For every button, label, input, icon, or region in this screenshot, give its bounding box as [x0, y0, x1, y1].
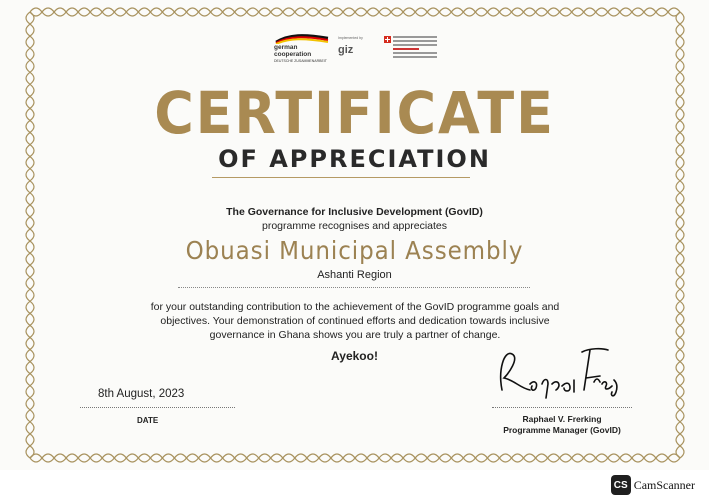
intro-line-2: programme recognises and appreciates — [261, 220, 448, 232]
german-cooperation-text: german cooperation DEUTSCHE ZUSAMMENARBEIT — [274, 44, 327, 63]
title-divider — [212, 177, 470, 178]
intro-text — [0, 205, 709, 233]
certificate-subtitle: OF APPRECIATION — [218, 145, 491, 173]
handwritten-signature — [490, 340, 630, 400]
swiss-logo-text-lines — [393, 36, 437, 60]
closing-text: Ayekoo! — [331, 349, 378, 363]
body-line-2: objectives. Your demonstration of continued efforts and dedication towards inclusive — [160, 315, 550, 327]
camscanner-text: CamScanner — [633, 477, 695, 492]
recipient-name: Obuasi Municipal Assembly — [185, 236, 524, 265]
camscanner-logo-icon: CS — [611, 475, 631, 495]
swiss-confederation-logo — [384, 36, 439, 66]
intro-line-1: The Governance for Inclusive Development (GovID) — [226, 206, 483, 218]
recipient-divider — [178, 287, 530, 288]
signatory-name: Raphael V. Frerking — [522, 414, 602, 424]
camscanner-watermark — [611, 474, 695, 496]
certificate-title: CERTIFICATE — [154, 79, 555, 147]
german-flag-swoosh-icon — [274, 32, 330, 44]
recipient-region: Ashanti Region — [317, 269, 392, 281]
signature-line — [492, 407, 632, 408]
giz-wordmark: giz — [338, 44, 354, 56]
signatory-block — [492, 414, 632, 436]
giz-logo — [336, 36, 378, 66]
swiss-cross-icon — [384, 36, 391, 43]
implemented-by-text: Implemented by — [338, 36, 363, 40]
partner-logos — [270, 30, 440, 70]
date-value: 8th August, 2023 — [98, 388, 185, 400]
body-line-1: for your outstanding contribution to the achievement of the GovID programme goals and — [150, 301, 560, 313]
german-cooperation-logo — [270, 30, 332, 70]
date-line — [80, 407, 235, 408]
appreciation-text — [110, 300, 600, 342]
signatory-role: Programme Manager (GovID) — [503, 425, 621, 435]
body-line-3: governance in Ghana shows you are truly a partner of change. — [209, 329, 501, 341]
date-label: DATE — [137, 416, 159, 425]
